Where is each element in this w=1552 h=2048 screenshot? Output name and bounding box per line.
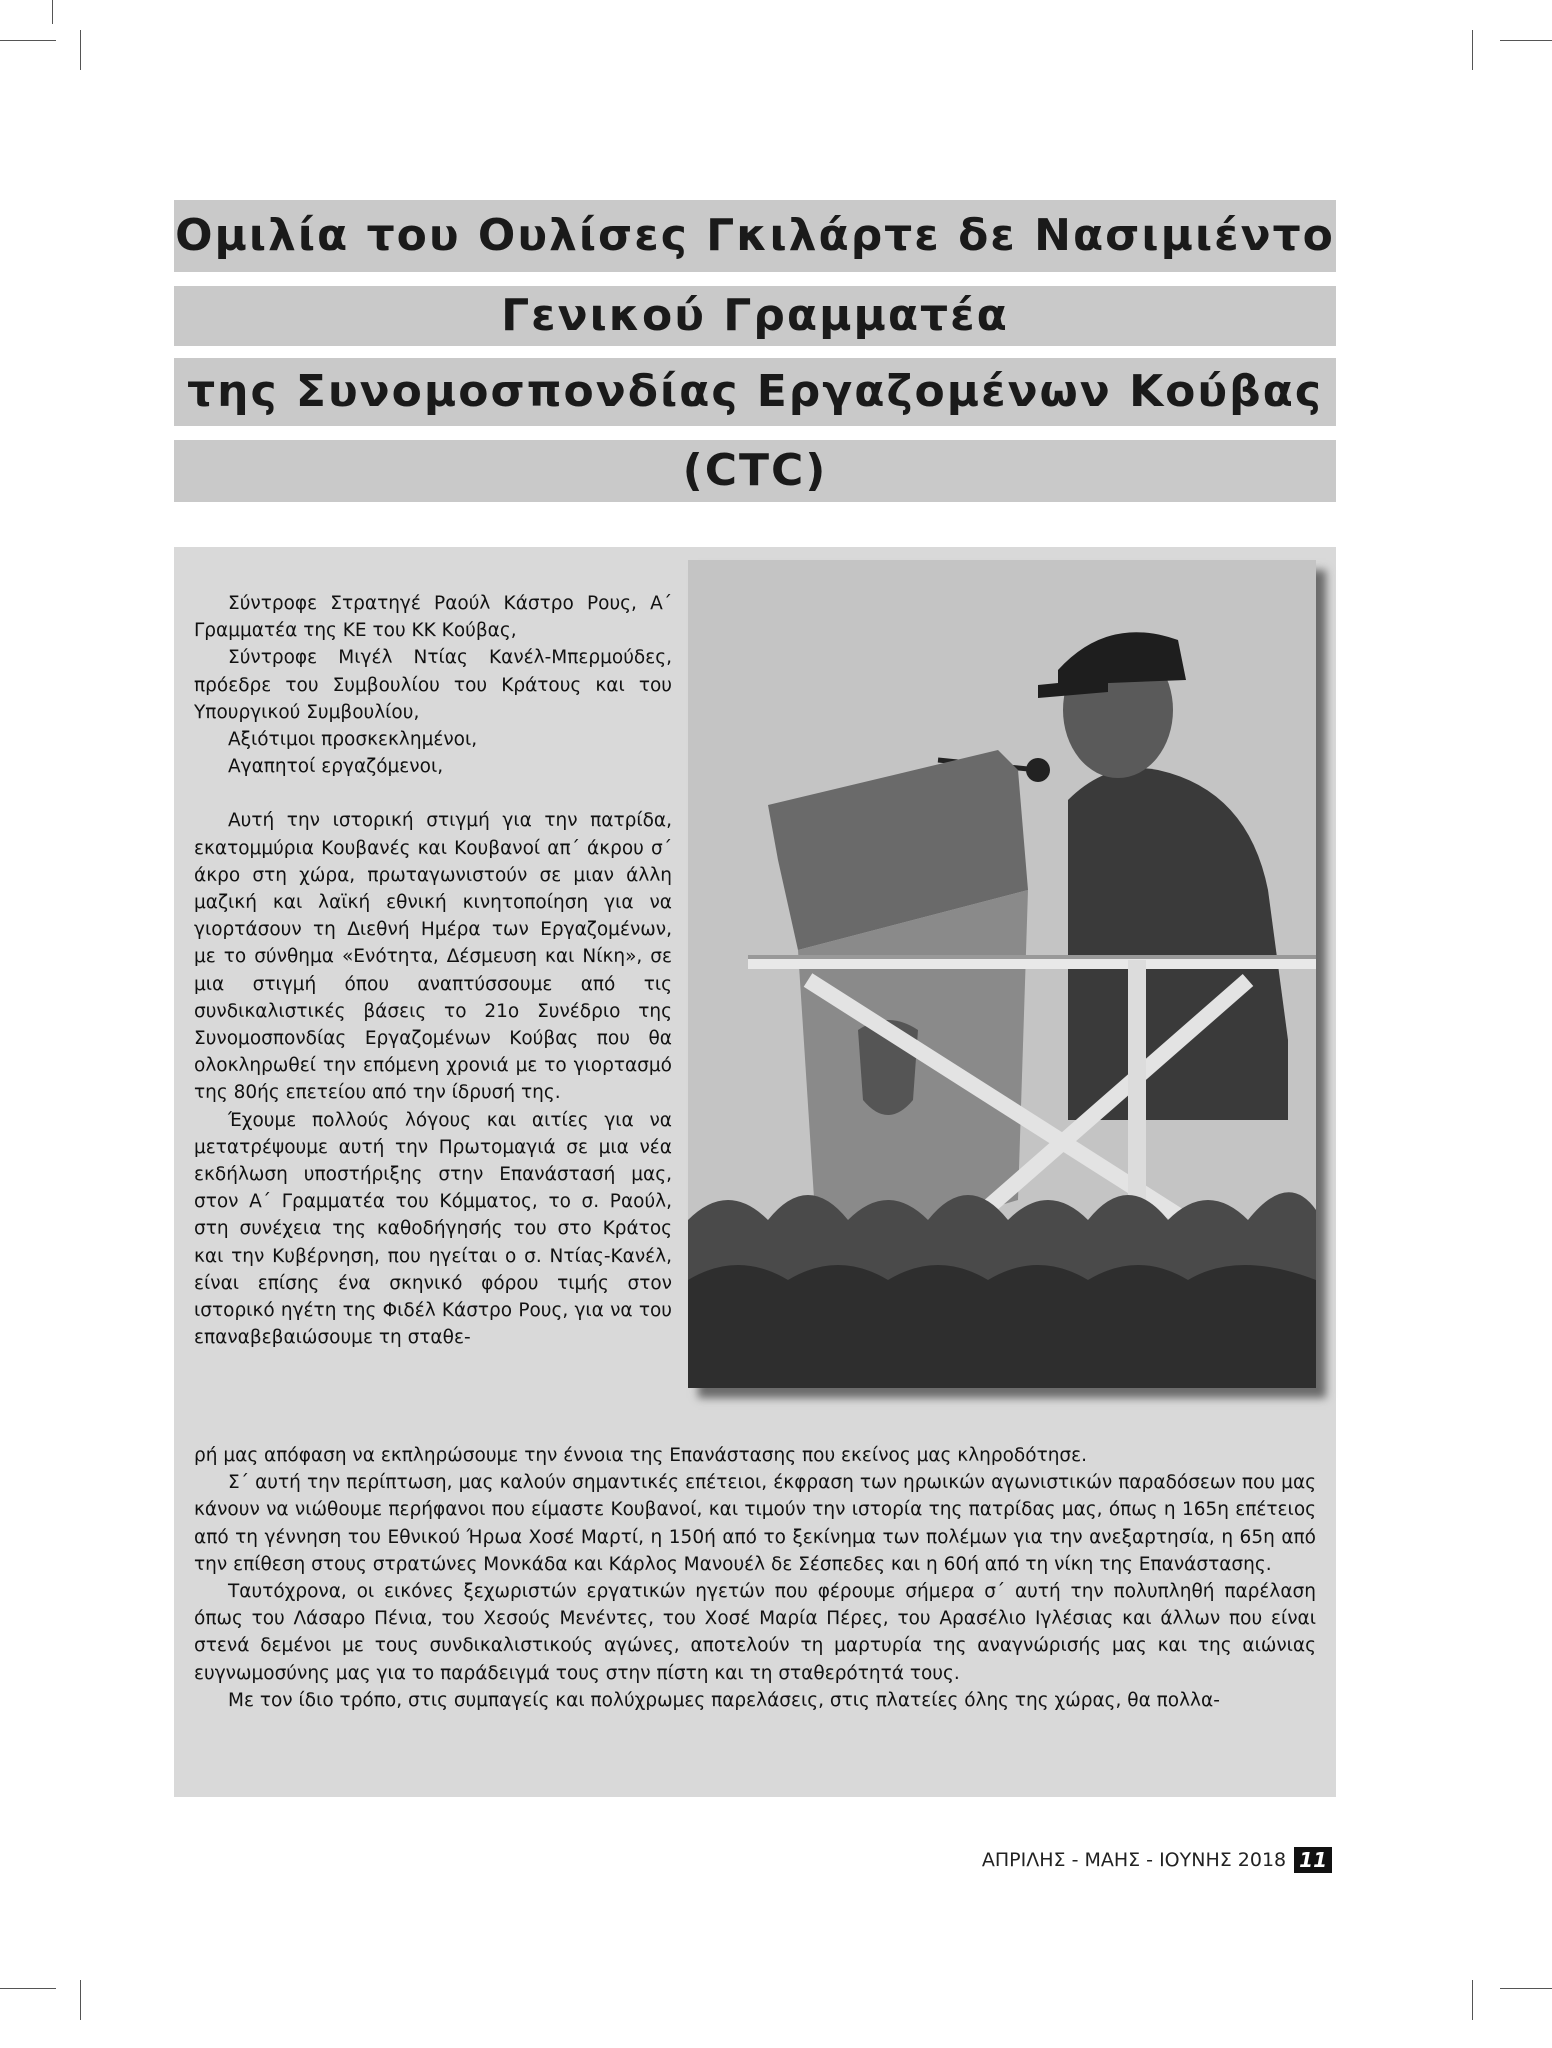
crop-mark [52, 0, 53, 24]
paragraph: Ταυτόχρονα, οι εικόνες ξεχωριστών εργατικών ηγετών που φέρουμε σήμερα σ΄ αυτή την πολυπληθή παρέλαση όπως του Λάσαρο Πένια, του Χεσούς Μενέντες, του Χοσέ Μαρία Πέρες, του Αρασέλιο Ιγλέσιας και άλλων που είναι στενά δεμένοι με τους συνδικαλιστικούς αγώνες, αποτελούν τη μαρτυρία της αναγνώρισής μας και της αιώνιας ευγνωμοσύνης μας για το παράδειγμά τους στην πίστη και τη σταθερότητά τους. [194, 1581, 1316, 1684]
title-bar-2 [174, 286, 1336, 346]
title-line-1: Ομιλία του Ουλίσες Γκιλάρτε δε Νασιμιέντο [175, 210, 1335, 261]
crop-mark [80, 1980, 81, 2020]
crop-mark [1500, 40, 1552, 41]
greeting-line: Αγαπητοί εργαζόμενοι, [228, 756, 444, 778]
paragraph: Έχουμε πολλούς λόγους και αιτίες για να μετατρέψουμε αυτή την Πρωτομαγιά σε μια νέα εκδήλωση υποστήριξης στην Επανάστασή μας, στον Α΄ Γραμματέα του Κόμματος, το σ. Ραούλ, στη συνέχεια της καθοδήγησής του στο Κράτος και την Κυβέρνηση, που ηγείται ο σ. Ντίας-Κανέλ, είναι επίσης ένα σκηνικό φόρου τιμής στον ιστορικό ηγέτη της Φιδέλ Κάστρο Ρους, για να του επαναβεβαιώσουμε τη σταθε- [194, 1109, 672, 1349]
page-number: 11 [1294, 1847, 1332, 1873]
article-body [194, 1442, 1316, 1714]
title-bar-4 [174, 440, 1336, 502]
crop-mark [80, 30, 81, 70]
photo-speaker-icon [688, 560, 1316, 1388]
paragraph: Με τον ίδιο τρόπο, στις συμπαγείς και πολύχρωμες παρελάσεις, στις πλατείες όλης της χώρας, θα πολλα- [228, 1689, 1220, 1711]
title-line-3: της Συνομοσπονδίας Εργαζομένων Κούβας [187, 366, 1323, 417]
title-line-4: (CTC) [682, 445, 828, 496]
crop-mark [1500, 1988, 1552, 1989]
crop-mark [0, 1988, 56, 1989]
page-footer [982, 1847, 1332, 1873]
greeting-line: Σύντροφε Στρατηγέ Ραούλ Κάστρο Ρους, Α΄ Γραμματέα της ΚΕ του ΚΚ Κούβας, [194, 593, 672, 642]
title-bar-1 [174, 200, 1336, 272]
title-line-2: Γενικού Γραμματέα [501, 290, 1009, 341]
paragraph: Σ΄ αυτή την περίπτωση, μας καλούν σημαντικές επέτειοι, έκφραση των ηρωικών αγωνιστικών παραδόσεων που μας κάνουν να νιώθουμε περήφανοι που είμαστε Κουβανοί, και τιμούν την ιστορία της πατρίδας μας, όπως η 165η επέτειος από τη γέννηση του Εθνικού Ήρωα Χοσέ Μαρτί, η 150ή από το ξεκίνημα των πολέμων για την ανεξαρτησία, η 65η από την επίθεση στους στρατώνες Μονκάδα και Κάρλος Μανουέλ δε Σέσπεδες και η 60ή από τη νίκη της Επανάστασης. [194, 1472, 1316, 1575]
issue-date: ΑΠΡΙΛΗΣ - ΜΑΗΣ - ΙΟΥΝΗΣ 2018 [981, 1849, 1287, 1871]
article-column [194, 590, 672, 1351]
paragraph: Αυτή την ιστορική στιγμή για την πατρίδα, εκατομμύρια Κουβανές και Κουβανοί απ΄ άκρου σ΄ άκρο στη χώρα, πρωταγωνιστούν σε μιαν άλλη μαζική και λαϊκή εθνική κινητοποίηση για να γιορτάσουν τη Διεθνή Ημέρα των Εργαζομένων, με το σύνθημα «Ενότητα, Δέσμευση και Νίκη», σε μια στιγμή όπου αναπτύσσουμε από τις συνδικαλιστικές βάσεις το 21ο Συνέδριο της Συνομοσπονδίας Εργαζομένων Κούβας που θα ολοκληρωθεί την επόμενη χρονιά με το γιορτασμό της 80ής επετείου από την ίδρυσή της. [194, 810, 672, 1104]
crop-mark [1472, 30, 1473, 70]
crop-mark [0, 40, 56, 41]
greeting-line: Σύντροφε Μιγέλ Ντίας Κανέλ-Μπερμούδες, πρόεδρε του Συμβουλίου του Κράτους και του Υπουργικού Συμβουλίου, [194, 647, 672, 723]
photo-speaker-at-podium [688, 560, 1316, 1388]
greeting-line: Αξιότιμοι προσκεκλημένοι, [228, 729, 478, 751]
paragraph-continuation: ρή μας απόφαση να εκπληρώσουμε την έννοια της Επανάστασης που εκείνος μας κληροδότησε. [194, 1445, 1088, 1466]
title-bar-3 [174, 358, 1336, 426]
crop-mark [1472, 1980, 1473, 2020]
